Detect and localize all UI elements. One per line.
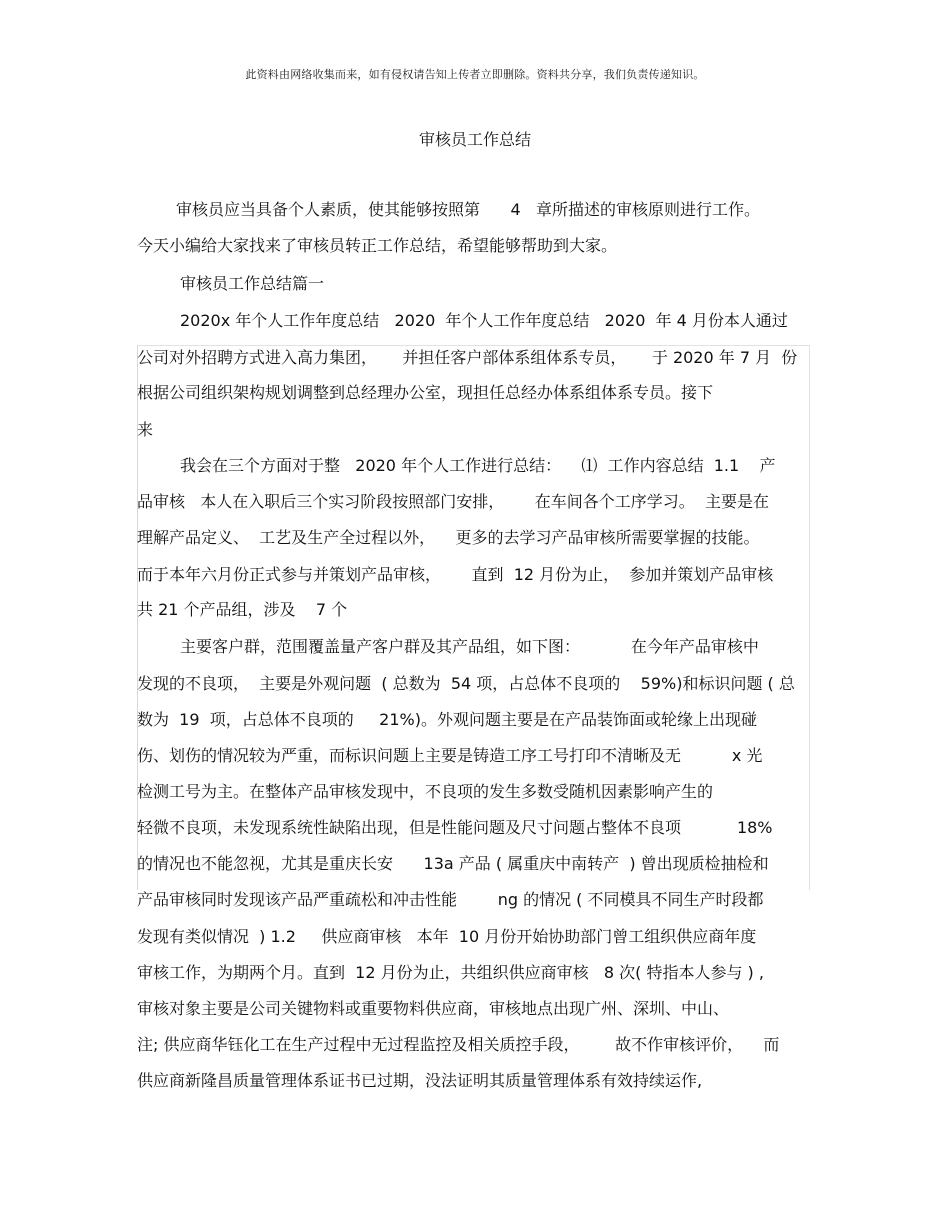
body-line: 审核对象主要是公司关键物料或重要物料供应商，审核地点出现广州、深圳、中山、 [137, 999, 730, 1018]
body-line: 轻微不良项，未发现系统性缺陷出现，但是性能问题及尺寸问题占整体不良项 18% [137, 818, 773, 837]
body-line: 而于本年六月份正式参与并策划产品审核， 直到 12 月份为止， 参加并策划产品审核 [137, 565, 774, 584]
body-line: 发现有类似情况 ) 1.2 供应商审核 本年 10 月份开始协助部门曾工组织供应商年度 [137, 927, 757, 946]
body-line: 伤、划伤的情况较为严重，而标识问题上主要是铸造工序工号打印不清晰及无 x 光 [137, 746, 763, 765]
body-line: 主要客户群，范围覆盖量产客户群及其产品组，如下图： 在今年产品审核中 [180, 637, 759, 656]
section-heading: 审核员工作总结篇一 [180, 274, 325, 293]
body-line: 检测工号为主。在整体产品审核发现中，不良项的发生多数受随机因素影响产生的 [137, 782, 714, 801]
body-line: 2020x 年个人工作年度总结 2020 年个人工作年度总结 2020 年 4 月份本人通过 [180, 311, 788, 330]
body-line: 审核工作，为期两个月。直到 12 月份为止，共组织供应商审核 8 次( 特指本人参与 ) , [137, 963, 764, 982]
body-line: 共 21 个产品组，涉及 7 个 [137, 600, 348, 619]
body-line: 注; 供应商华钰化工在生产过程中无过程监控及相关质控手段， 故不作审核评价， 而 [137, 1035, 780, 1054]
body-line: 今天小编给大家找来了审核员转正工作总结，希望能够帮助到大家。 [137, 236, 618, 255]
body-line: 审核员应当具备个人素质，使其能够按照第 4 章所描述的审核原则进行工作。 [176, 200, 760, 219]
body-line: 公司对外招聘方式进入高力集团， 并担任客户部体系组体系专员， 于 2020 年 7 月 份 [137, 348, 798, 367]
body-line: 根据公司组织架构规划调整到总经理办公室，现担任总经办体系组体系专员。接下 [137, 383, 714, 402]
body-line: 理解产品定义、 工艺及生产全过程以外， 更多的去学习产品审核所需要掌握的技能。 [137, 528, 760, 547]
copyright-notice: 此资料由网络收集而来，如有侵权请告知上传者立即删除。资料共分享，我们负责传递知识。 [245, 68, 705, 81]
body-line: 数为 19 项，占总体不良项的 21%)。外观问题主要是在产品装饰面或轮缘上出现碰 [137, 710, 757, 729]
page-title: 审核员工作总结 [418, 130, 531, 149]
body-line: 供应商新隆昌质量管理体系证书已过期，没法证明其质量管理体系有效持续运作, [137, 1071, 703, 1090]
body-line: 我会在三个方面对于整 2020 年个人工作进行总结： ⑴ 工作内容总结 1.1 产 [180, 456, 776, 475]
body-line: 来 [137, 420, 154, 439]
body-line: 发现的不良项， 主要是外观问题 ( 总数为 54 项，占总体不良项的 59%)和标识问题 ( 总 [137, 674, 795, 693]
body-line: 产品审核同时发现该产品严重疏松和冲击性能 ng 的情况 ( 不同模具不同生产时段都 [137, 890, 764, 909]
body-line: 的情况也不能忽视，尤其是重庆长安 13a 产品 ( 属重庆中南转产 ) 曾出现质检抽检和 [137, 854, 769, 873]
body-line: 品审核 本人在入职后三个实习阶段按照部门安排， 在车间各个工序学习。 主要是在 [137, 492, 769, 511]
